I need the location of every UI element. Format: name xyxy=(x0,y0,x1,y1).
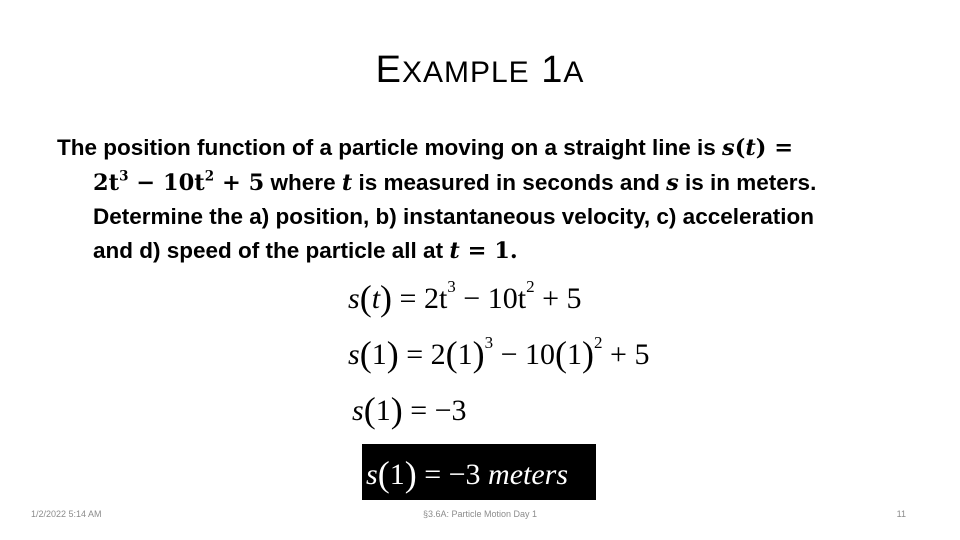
eq1-rparen: ) xyxy=(380,278,393,318)
ans-arg: 1 xyxy=(389,458,405,491)
title-small-caps: XAMPLE xyxy=(401,56,530,89)
eq2-arg2: 1 xyxy=(457,338,473,371)
problem-intro: The position function of a particle moving on a straight line is xyxy=(57,135,723,160)
polynomial xyxy=(93,170,264,196)
ans-lparen: ( xyxy=(377,454,390,494)
eq2-rparen: ) xyxy=(386,334,399,374)
eq2-lparen2: ( xyxy=(445,334,458,374)
eq1-rhs2: − 10t xyxy=(455,282,527,315)
poly-exp-3: 3 xyxy=(119,168,129,185)
problem-line-2 xyxy=(57,166,897,201)
footer-date: 1/2/2022 5:14 AM xyxy=(31,509,102,519)
func-equals: = xyxy=(766,135,794,161)
eq1-lparen: ( xyxy=(359,278,372,318)
equation-result xyxy=(352,389,467,431)
title-suffix: A xyxy=(563,56,585,89)
ans-rparen: ) xyxy=(404,454,417,494)
poly-exp-2: 2 xyxy=(204,168,215,185)
eq3-rparen: ) xyxy=(390,390,403,430)
eq2-s: s xyxy=(348,338,360,371)
problem-line-1 xyxy=(57,131,897,166)
func-s: s xyxy=(722,135,735,161)
where-text: where xyxy=(264,169,342,195)
eq1-rhs1: = 2t xyxy=(392,282,448,315)
eq2-rhs3: + 5 xyxy=(602,338,650,371)
eq2-lparen: ( xyxy=(359,334,372,374)
eq2-arg3: 1 xyxy=(567,338,583,371)
title-initial: E xyxy=(375,49,402,91)
equation-substitution xyxy=(348,333,649,375)
meters-text: is in meters. xyxy=(678,169,817,195)
ans-s: s xyxy=(366,458,378,491)
eq2-lparen3: ( xyxy=(555,334,568,374)
eq1-arg: t xyxy=(371,282,381,315)
answer-box xyxy=(362,444,596,500)
footer-title: §3.6A: Particle Motion Day 1 xyxy=(422,509,538,519)
line4-text: and d) speed of the particle all at xyxy=(93,237,450,263)
answer-equation xyxy=(366,453,568,495)
eq2-arg: 1 xyxy=(371,338,387,371)
eq2-exp1: 3 xyxy=(484,333,494,352)
at-equals: = 1. xyxy=(459,237,518,264)
eq2-exp2: 2 xyxy=(594,333,603,352)
func-t: t xyxy=(745,135,756,161)
eq3-rhs: = −3 xyxy=(402,394,467,427)
title-number: 1 xyxy=(541,49,564,91)
eq3-s: s xyxy=(352,394,364,427)
slide-title xyxy=(0,48,960,95)
problem-line-4 xyxy=(57,234,897,269)
poly-term-1: 2t xyxy=(93,169,120,196)
eq1-rhs3: + 5 xyxy=(534,282,582,315)
function-notation: s(t) = xyxy=(722,135,794,161)
poly-term-2: − 10t xyxy=(128,169,205,196)
eq2-rparen3: ) xyxy=(582,334,595,374)
eq1-exp1: 3 xyxy=(447,277,456,296)
eq1-exp2: 2 xyxy=(526,277,535,296)
footer-page-number: 11 xyxy=(896,509,906,519)
equation-position-function xyxy=(348,277,581,319)
var-t: t xyxy=(341,169,353,196)
eq1-s: s xyxy=(348,282,360,315)
eq3-arg: 1 xyxy=(375,394,391,427)
at-t: t xyxy=(449,237,460,264)
eq3-lparen: ( xyxy=(363,390,376,430)
poly-term-3: + 5 xyxy=(214,169,265,196)
eq2-rhs2: − 10 xyxy=(493,338,556,371)
problem-line-3: Determine the a) position, b) instantaneous velocity, c) acceleration xyxy=(93,204,814,229)
eq2-rhs1: = 2 xyxy=(398,338,446,371)
eq2-rparen2: ) xyxy=(472,334,485,374)
ans-unit: meters xyxy=(488,458,569,491)
var-s: s xyxy=(666,169,679,196)
measured-text: is measured in seconds and xyxy=(352,169,667,195)
ans-rhs: = −3 xyxy=(416,458,489,491)
problem-statement xyxy=(57,131,897,268)
